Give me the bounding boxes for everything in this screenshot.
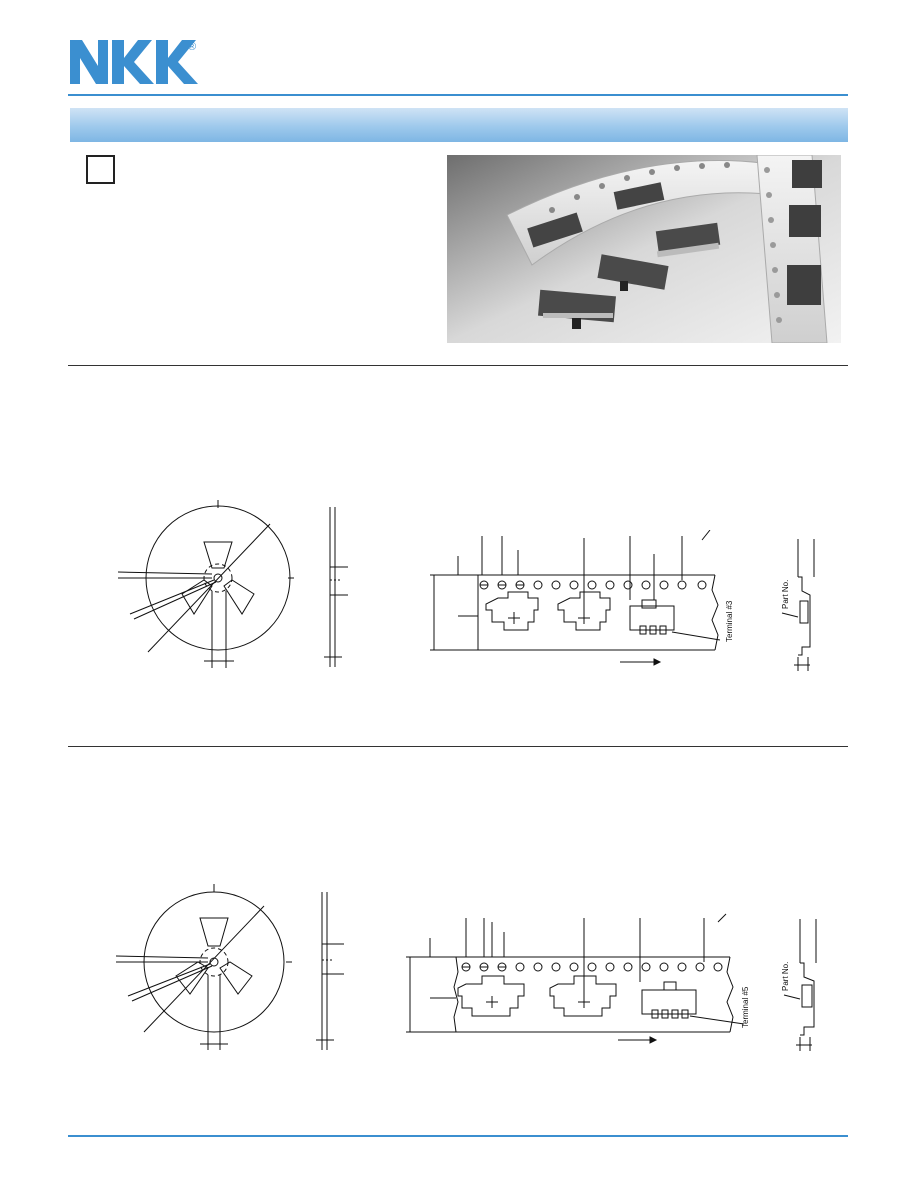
reel-side-view-1 [318, 505, 358, 670]
tape-cross-section-1 [770, 535, 830, 675]
header-rule [68, 94, 848, 96]
carrier-tape-view-2 [400, 912, 760, 1052]
reel-front-view-1 [108, 496, 308, 676]
reel-front-view-2 [108, 880, 308, 1058]
terminal-label: Terminal #5 [741, 986, 750, 1028]
product-photo [447, 155, 841, 343]
part-no-label: Part No. [781, 579, 790, 609]
section-divider [68, 365, 848, 366]
registered-mark: ® [188, 41, 197, 53]
section-divider [68, 746, 848, 747]
footer-rule [68, 1135, 848, 1137]
terminal-label: Terminal #3 [725, 600, 734, 642]
title-banner [70, 108, 848, 142]
section-checkbox[interactable] [86, 155, 115, 184]
tape-cross-section-2 [772, 915, 832, 1055]
nkk-logo [68, 36, 203, 88]
carrier-tape-view-1 [420, 530, 760, 675]
part-no-label: Part No. [781, 961, 790, 991]
reel-side-view-2 [310, 890, 350, 1055]
